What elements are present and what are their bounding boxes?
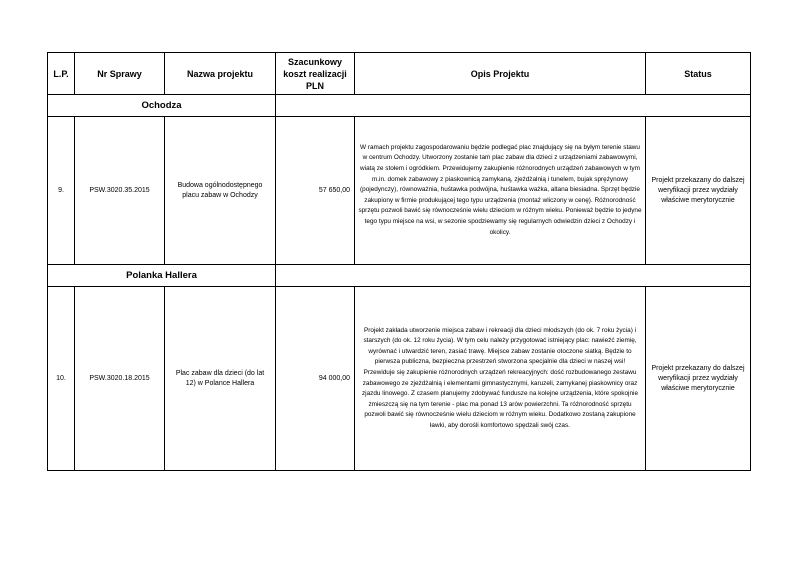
row-case-number: PSW.3020.18.2015 bbox=[75, 287, 165, 471]
row-description: W ramach projektu zagospodarowaniu będzie podlegać plac znajdujący się na byłym terenie stawu w centrum Ochodzy. Utworzony zostanie tam plac zabaw dla dzieci z urządzeniami zabawowymi, wiatą ze stołem i ogródkiem. Przewidujemy zakupienie różnorodnych urządzeń zabawowych w tym m.in. domek zabawowy z piaskownicą zamykaną, zjeżdżalnią i tunelem, bujak sprężynowy (pojedynczy), równoważnia, huśtawka podwójna, huśtawka ważka, altana biesiadna. Sprzęt będzie zakupiony w firmie produkującej tego typu urządzenia (montaż wliczony w cenę). Różnorodność sprzętu pozwoli bawić się równocześnie wielu dzieciom w różnym wieku. Ponieważ będzie to jedyne tego typu miejsce na wsi, w sezonie spodziewamy się regularnych odwiedzin dzieci z Ochodzy i okolicy. bbox=[355, 117, 646, 265]
row-cost: 94 000,00 bbox=[276, 287, 355, 471]
section-header-polanka-hallera bbox=[48, 265, 751, 287]
header-case-number: Nr Sprawy bbox=[75, 53, 165, 95]
row-project-name: Plac zabaw dla dzieci (do lat 12) w Polance Hallera bbox=[165, 287, 276, 471]
row-case-number: PSW.3020.35.2015 bbox=[75, 117, 165, 265]
description-paragraph-1: Projekt zakłada utworzenie miejsca zabaw i rekreacji dla dzieci młodszych (do ok. 7 roku życia) i starszych (do ok. 12 roku życia). W tym celu należy przygotować istniejący plac: nawieźć ziemię, wyrównać i utwardzić teren, zasiać trawę. Miejsce zabaw zostanie otoczone siatką. Będzie to pierwsza publiczna, bezpieczna przestrzeń stworzona specjalnie dla dzieci w naszej wsi! bbox=[363, 326, 637, 366]
section-title: Ochodza bbox=[48, 95, 276, 117]
section-header-ochodza bbox=[48, 95, 751, 117]
header-row bbox=[48, 53, 751, 95]
header-lp: L.P. bbox=[48, 53, 75, 95]
row-cost: 57 650,00 bbox=[276, 117, 355, 265]
table-row bbox=[48, 117, 751, 265]
section-filler bbox=[276, 265, 751, 287]
projects-table bbox=[47, 52, 751, 471]
section-filler bbox=[276, 95, 751, 117]
header-description: Opis Projektu bbox=[355, 53, 646, 95]
row-status: Projekt przekazany do dalszej weryfikacji przez wydziały właściwe merytorycznie bbox=[646, 117, 751, 265]
table-row bbox=[48, 287, 751, 471]
row-description bbox=[355, 287, 646, 471]
row-lp: 9. bbox=[48, 117, 75, 265]
header-status: Status bbox=[646, 53, 751, 95]
description-paragraph-2: Przewiduje się zakupienie różnorodnych urządzeń rekreacyjnych: dość rozbudowanego zestawu zabawowego ze zjeżdżalnią i elementami gimnastycznymi, karuzeli, zamykanej piaskownicy oraz zjazdu linowego. Z czasem planujemy zdobywać fundusze na kolejne urządzenia, które spokojnie zmieszczą się na tym terenie - plac ma ponad 13 arów powierzchni. Ta różnorodność sprzętu pozwoli bawić się równocześnie wielu dzieciom w różnym wieku. Dodatkowo zostaną zakupione ławki, aby dorośli komfortowo spędzali swój czas. bbox=[361, 368, 639, 429]
header-project-name: Nazwa projektu bbox=[165, 53, 276, 95]
row-lp: 10. bbox=[48, 287, 75, 471]
row-status: Projekt przekazany do dalszej weryfikacji przez wydziały właściwe merytorycznie bbox=[646, 287, 751, 471]
row-project-name: Budowa ogólnodostępnego placu zabaw w Ochodzy bbox=[165, 117, 276, 265]
section-title: Polanka Hallera bbox=[48, 265, 276, 287]
header-estimated-cost: Szacunkowy koszt realizacji PLN bbox=[276, 53, 355, 95]
